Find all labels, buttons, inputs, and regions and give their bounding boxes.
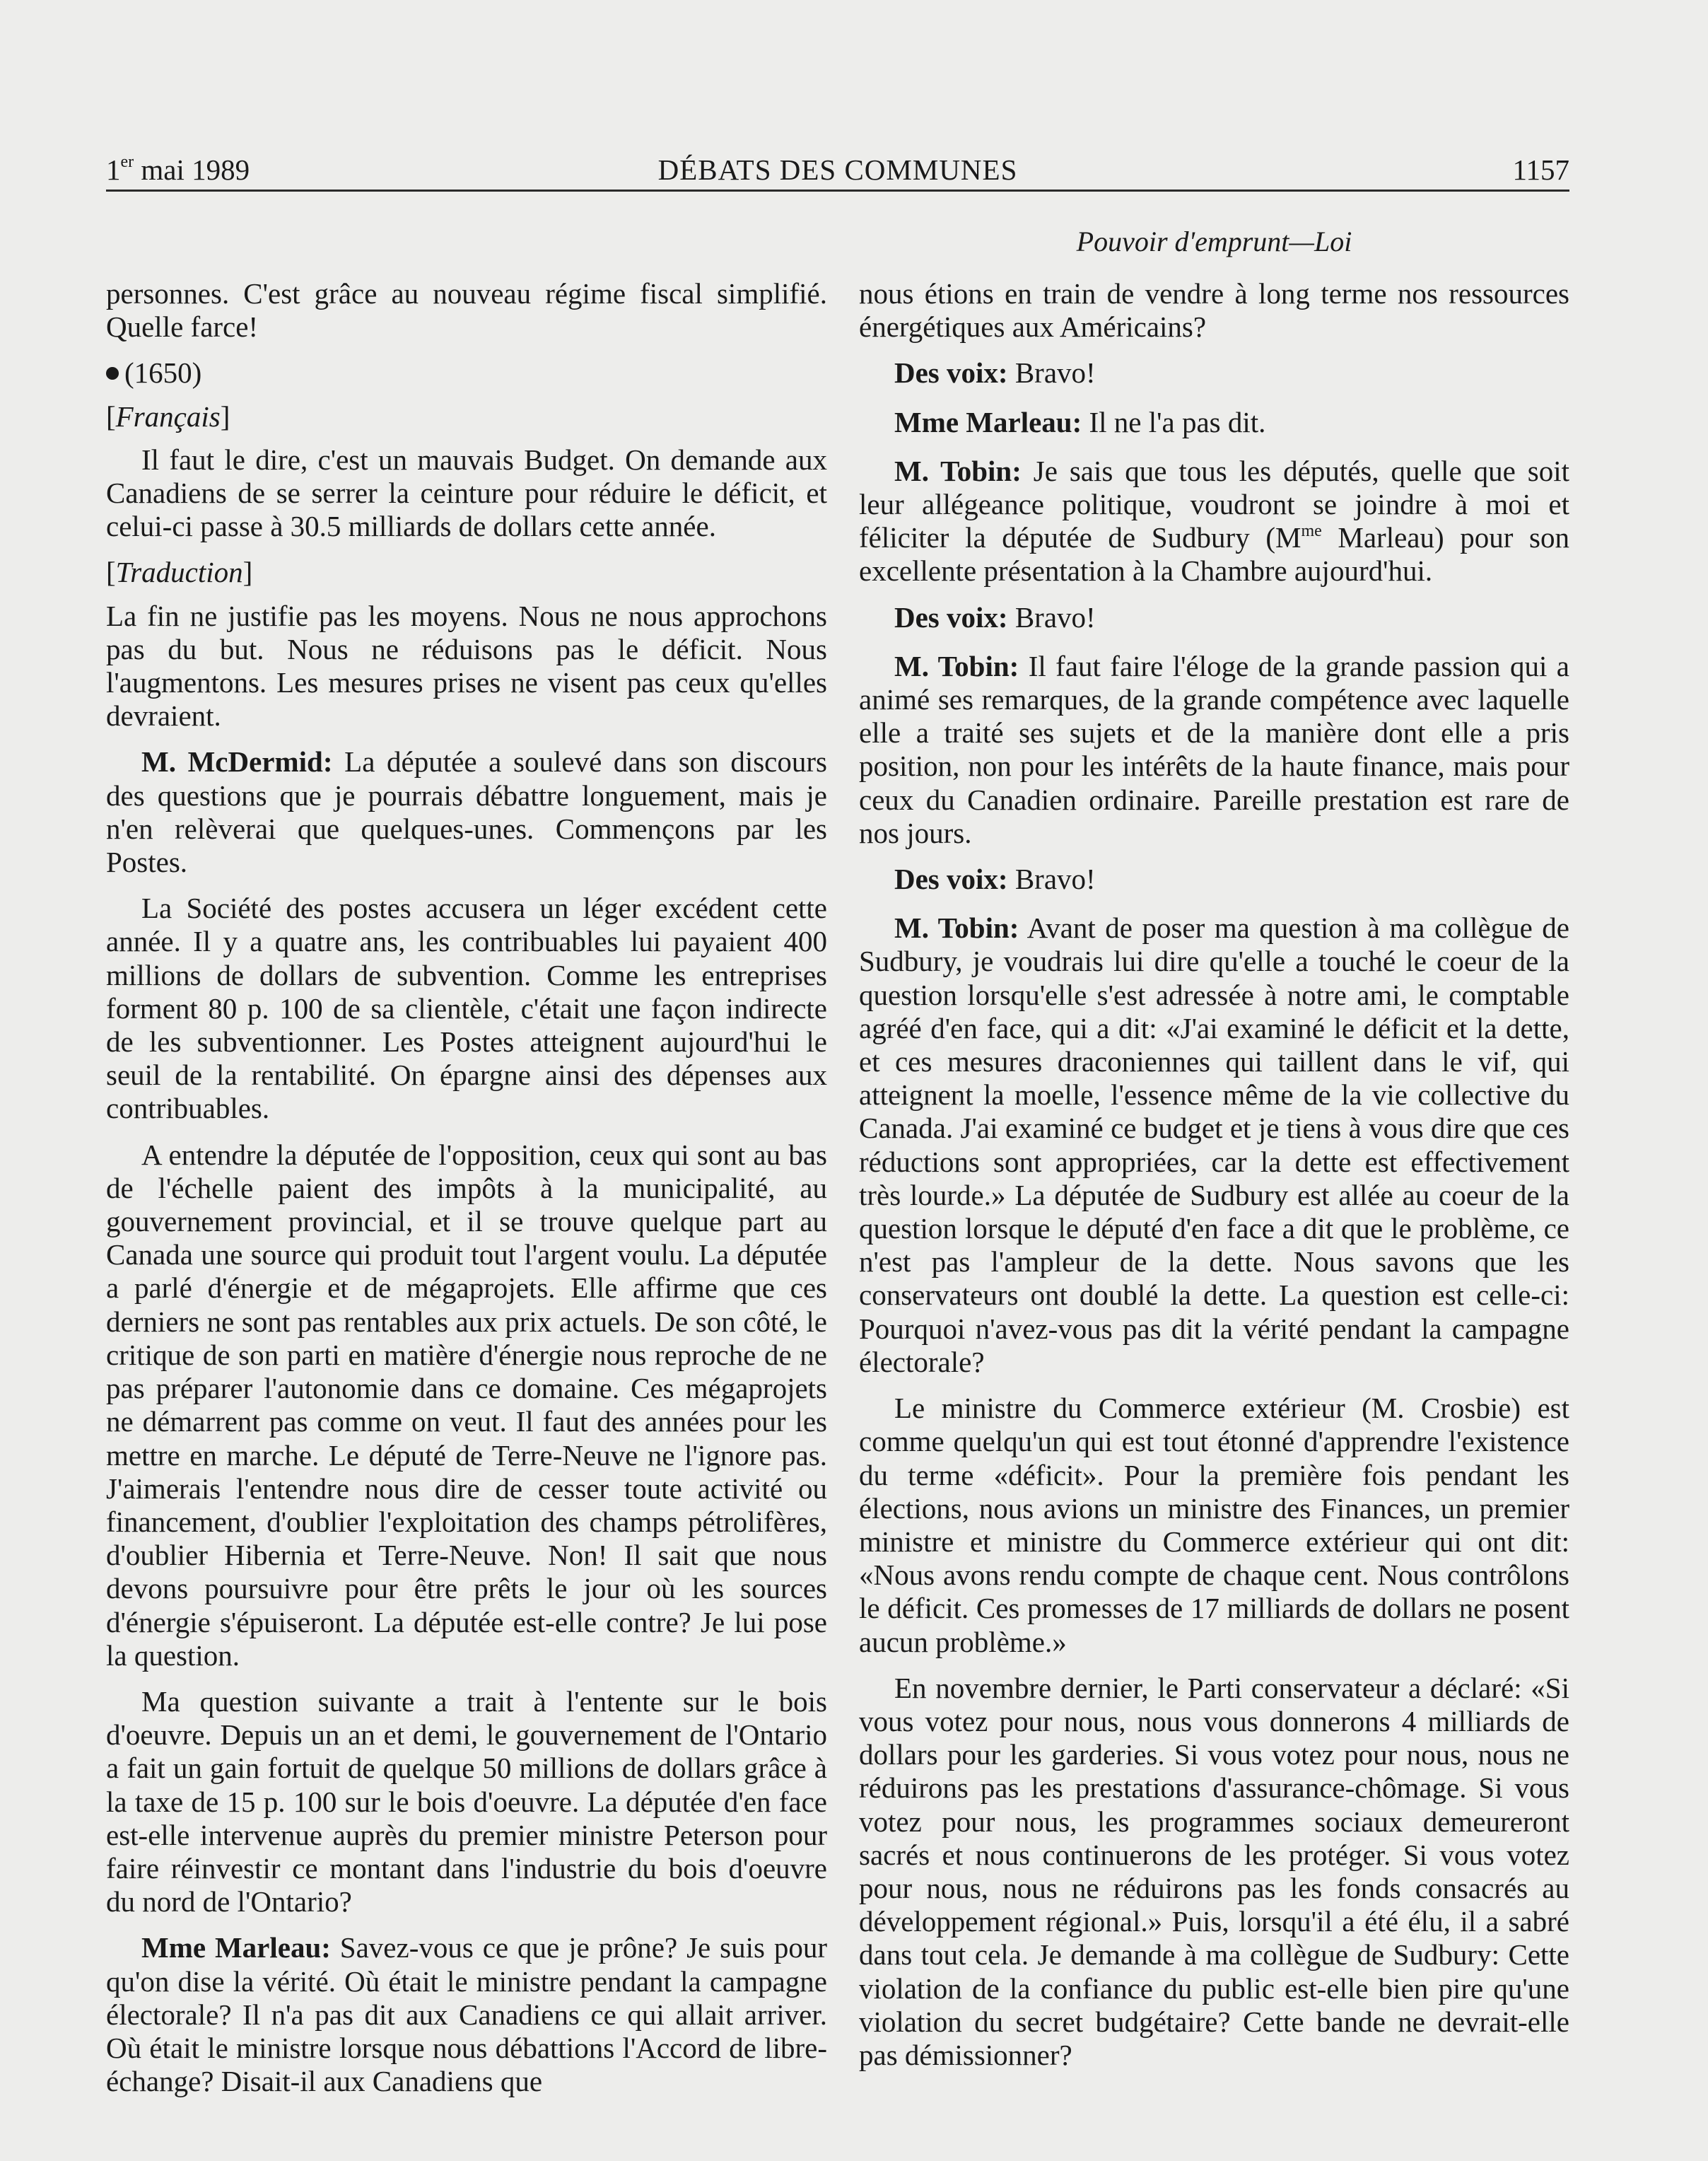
paragraph: La fin ne justifie pas les moyens. Nous ne nous approchons pas du but. Nous ne réduisons pas le déficit. Nous l'augmentons. Les mesures prises ne visent pas ceux qu'elles devraient. <box>106 599 827 733</box>
header-title: DÉBATS DES COMMUNES <box>657 153 1018 186</box>
running-head: Pouvoir d'emprunt—Loi <box>1076 226 1352 257</box>
right-column <box>859 277 1569 2085</box>
header-date: 1er mai 1989 <box>106 153 250 186</box>
time-marker: (1650) <box>106 356 827 390</box>
speaker-name: M. Tobin: <box>894 649 1019 682</box>
paragraph: nous étions en train de vendre à long terme nos ressources énergétiques aux Américains? <box>859 277 1569 344</box>
speaker-name: M. Tobin: <box>894 911 1019 945</box>
speaker-name: Des voix: <box>894 600 1008 634</box>
paragraph: personnes. C'est grâce au nouveau régime fiscal simplifié. Quelle farce! <box>106 277 827 344</box>
paragraph: En novembre dernier, le Parti conservateur a déclaré: «Si vous votez pour nous, nous vous donnerons 4 milliards de dollars pour les garderies. Si vous votez pour nous, nous ne réduirons pas les prestations d'assurance-chômage. Si vous votez pour nous, les programmes sociaux demeureront sacrés et nous continuerons de les protéger. Si vous votez pour nous, nous ne réduirons pas les fonds consacrés au développement régional.» Puis, lorsqu'il a été élu, il a sabré dans tout cela. Je demande à ma collègue de Sudbury: Cette violation de la confiance du public est-elle bien pire qu'une violation du secret budgétaire? Cette bande ne devrait-elle pas démissionner? <box>859 1671 1569 2071</box>
paragraph: La Société des postes accusera un léger excédent cette année. Il y a quatre ans, les contribuables lui payaient 400 millions de dollars de subvention. Comme les entreprises forment 80 p. 100 de sa clientèle, c'était une façon indirecte de les subventionner. Les Postes atteignent aujourd'hui le seuil de la rentabilité. On épargne ainsi des dépenses aux contribuables. <box>106 892 827 1125</box>
language-tag-traduction: [Traduction] <box>106 556 253 589</box>
voices-bravo: Des voix: Bravo! <box>894 356 1096 390</box>
speech-tobin: M. Tobin: Il faut faire l'éloge de la grande passion qui a animé ses remarques, de la grande compétence avec laquelle elle a traité ses sujets et de la manière dont elle a pris position, non pour les intérêts de la haute finance, mais pour ceux du Canadien ordinaire. Pareille prestation est rare de nos jours. <box>859 649 1569 849</box>
bullet-icon <box>106 367 119 380</box>
paragraph: Le ministre du Commerce extérieur (M. Crosbie) est comme quelqu'un qui est tout étonné d'apprendre l'existence du terme «déficit». Pour la première fois pendant les élections, nous avions un ministre des Finances, un premier ministre et ministre du Commerce extérieur qui ont dit: «Nous avons rendu compte de chaque cent. Nous contrôlons le déficit. Ces promesses de 17 milliards de dollars ne posent aucun problème.» <box>859 1392 1569 1658</box>
speaker-name: Mme Marleau: <box>141 1931 331 1964</box>
speaker-name: M. Tobin: <box>894 454 1022 487</box>
voices-bravo: Des voix: Bravo! <box>894 863 1096 896</box>
left-column <box>106 277 827 2111</box>
speech-marleau: Mme Marleau: Il ne l'a pas dit. <box>894 405 1266 438</box>
speech-marleau: Mme Marleau: Savez-vous ce que je prône? Je suis pour qu'on dise la vérité. Où était le ministre pendant la campagne électorale? Il n'a pas dit aux Canadiens ce qui allait arriver. Où était le ministre lorsque nous débattions l'Accord de libre-échange? Disait-il aux Canadiens que <box>106 1931 827 2098</box>
speech-mcdermid: M. McDermid: La députée a soulevé dans son discours des questions que je pourrais débattre longuement, mais je n'en relèverai que quelques-unes. Commençons par les Postes. <box>106 745 827 879</box>
speaker-name: M. McDermid: <box>141 745 333 779</box>
page-header <box>106 150 1569 192</box>
language-tag-francais: [Français] <box>106 400 230 433</box>
speaker-name: Des voix: <box>894 356 1008 390</box>
speaker-name: Des voix: <box>894 863 1008 896</box>
speaker-name: Mme Marleau: <box>894 405 1082 438</box>
header-page-number: 1157 <box>1512 153 1569 186</box>
voices-bravo: Des voix: Bravo! <box>894 600 1096 634</box>
speech-tobin: M. Tobin: Je sais que tous les députés, quelle que soit leur allégeance politique, voudront se joindre à moi et féliciter la députée de Sudbury ($M^{me}$ Marleau) pour son excellente présentation à la Chambre aujourd'hui. <box>859 454 1569 588</box>
paragraph: Ma question suivante a trait à l'entente sur le bois d'oeuvre. Depuis un an et demi, le gouvernement de l'Ontario a fait un gain fortuit de quelque 50 millions de dollars grâce à la taxe de 15 p. 100 sur le bois d'oeuvre. La députée d'en face est-elle intervenue auprès du premier ministre Peterson pour faire réinvestir ce montant dans l'industrie du bois d'oeuvre du nord de l'Ontario? <box>106 1684 827 1918</box>
speech-tobin: M. Tobin: Avant de poser ma question à ma collègue de Sudbury, je voudrais lui dire qu'elle a touché le coeur de la question lorsqu'elle s'est adressée à notre ami, le comptable agréé d'en face, qui a dit: «J'ai examiné le déficit et la dette, et ces mesures draconiennes qui taillent dans le vif, qui atteignent la moelle, l'essence même de la vie collective du Canada. J'ai examiné ce budget et je tiens à vous dire que ces réductions sont appropriées, car la dette est effectivement très lourde.» La députée de Sudbury est allée au coeur de la question lorsque le député d'en face a dit que le problème, ce n'est pas l'ampleur de la dette. Nous savons que les conservateurs ont doublé la dette. La question est celle-ci: Pourquoi n'avez-vous pas dit la vérité pendant la campagne électorale? <box>859 911 1569 1378</box>
paragraph: Il faut le dire, c'est un mauvais Budget. On demande aux Canadiens de se serrer la ceinture pour réduire le déficit, et celui-ci passe à 30.5 milliards de dollars cette année. <box>106 443 827 543</box>
paragraph: A entendre la députée de l'opposition, ceux qui sont au bas de l'échelle paient des impôts à la municipalité, au gouvernement provincial, et il se trouve quelque part au Canada une source qui produit tout l'argent voulu. La députée a parlé d'énergie et de mégaprojets. Elle affirme que ces derniers ne sont pas rentables aux prix actuels. De son côté, le critique de son parti en matière d'énergie nous reproche de ne pas préparer l'autonomie dans ce domaine. Ces mégaprojets ne démarrent pas comme on veut. Il faut des années pour les mettre en marche. Le député de Terre-Neuve ne l'ignore pas. J'aimerais l'entendre nous dire de cesser toute activité ou financement, d'oublier l'exploitation des champs pétrolifères, d'oublier Hibernia et Terre-Neuve. Non! Il sait que nous devons poursuivre pour être prêts le jour où les sources d'énergie s'épuiseront. La députée est-elle contre? Je lui pose la question. <box>106 1138 827 1672</box>
